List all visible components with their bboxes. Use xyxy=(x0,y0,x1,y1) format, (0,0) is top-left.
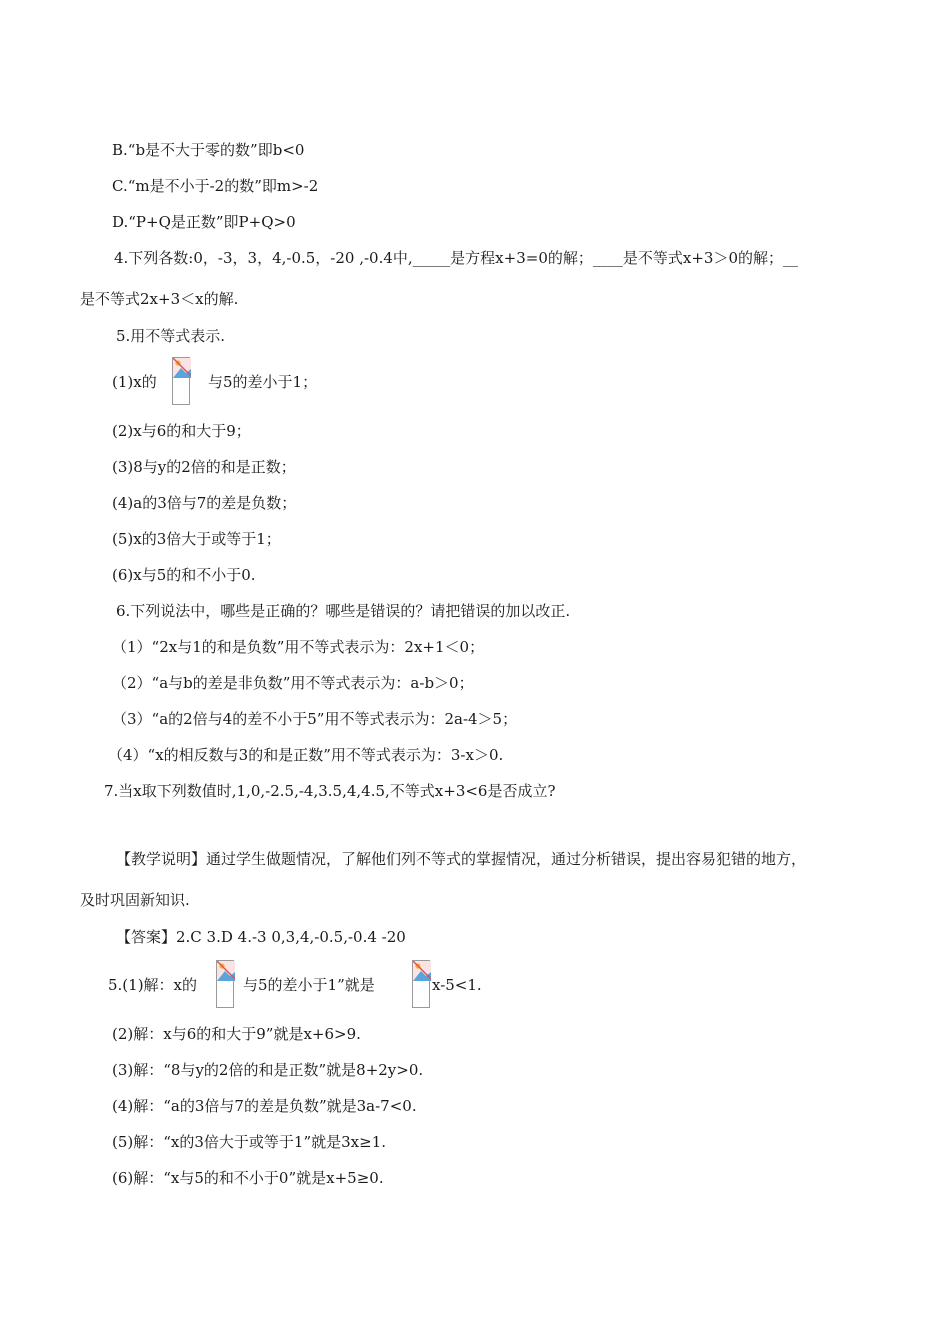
question-5-item-2: (2)x与6的和大于9； xyxy=(112,422,251,440)
question-5-item-6: (6)x与5的和不小于0. xyxy=(112,566,256,584)
answer-5-1-suffix: x-5<1. xyxy=(432,976,482,994)
question-6-item-3: （3）“a的2倍与4的差不小于5”用不等式表示为：2a-4＞5； xyxy=(112,710,518,728)
question-4-line-2: 是不等式2x+3＜x的解. xyxy=(80,290,239,308)
question-6-item-4: （4）“x的相反数与3的和是正数”用不等式表示为：3-x＞0. xyxy=(108,746,504,764)
question-6-item-1: （1）“2x与1的和是负数”用不等式表示为：2x+1＜0； xyxy=(112,638,485,656)
question-5-item-3: (3)8与y的2倍的和是正数； xyxy=(112,458,296,476)
answer-heading: 【答案】2.C 3.D 4.-3 0,3,4,-0.5,-0.4 -20 xyxy=(116,928,406,946)
question-6-item-2: （2）“a与b的差是非负数”用不等式表示为：a-b＞0； xyxy=(112,674,474,692)
broken-image-icon xyxy=(216,960,234,1008)
answer-5-1-prefix: 5.(1)解：x的 xyxy=(108,976,198,994)
teaching-note-line-1: 【教学说明】通过学生做题情况，了解他们列不等式的掌握情况，通过分析错误，提出容易犯错的地方， xyxy=(116,850,807,868)
broken-image-icon xyxy=(172,357,190,405)
answer-5-2: (2)解：x与6的和大于9”就是x+6>9. xyxy=(112,1025,361,1043)
question-5-item-4: (4)a的3倍与7的差是负数； xyxy=(112,494,297,512)
question-5-item-5: (5)x的3倍大于或等于1； xyxy=(112,530,281,548)
question-4-line-1: 4.下列各数:0，-3，3，4,-0.5，-20 ,-0.4中,_____是方程x+3=0的解；____是不等式x+3＞0的解；__ xyxy=(114,249,798,267)
answer-5-1-middle: 与5的差小于1”就是 xyxy=(243,976,375,994)
option-c: C.“m是不小于-2的数”即m>-2 xyxy=(112,177,319,195)
question-5-item-1-suffix: 与5的差小于1； xyxy=(208,373,318,391)
question-7: 7.当x取下列数值时,1,0,-2.5,-4,3.5,4,4.5,不等式x+3<6是否成立? xyxy=(104,782,556,800)
answer-5-5: (5)解：“x的3倍大于或等于1”就是3x≥1. xyxy=(112,1133,387,1151)
answer-5-4: (4)解：“a的3倍与7的差是负数”就是3a-7<0. xyxy=(112,1097,417,1115)
answer-5-3: (3)解：“8与y的2倍的和是正数”就是8+2y>0. xyxy=(112,1061,424,1079)
question-6-title: 6.下列说法中，哪些是正确的？哪些是错误的？请把错误的加以改正. xyxy=(116,602,571,620)
answer-5-6: (6)解：“x与5的和不小于0”就是x+5≥0. xyxy=(112,1169,384,1187)
option-b: B.“b是不大于零的数”即b<0 xyxy=(112,141,305,159)
option-d: D.“P+Q是正数”即P+Q>0 xyxy=(112,213,296,231)
question-5-title: 5.用不等式表示. xyxy=(116,327,226,345)
broken-image-icon xyxy=(412,960,430,1008)
question-5-item-1-prefix: (1)x的 xyxy=(112,373,157,391)
teaching-note-line-2: 及时巩固新知识. xyxy=(80,891,190,909)
